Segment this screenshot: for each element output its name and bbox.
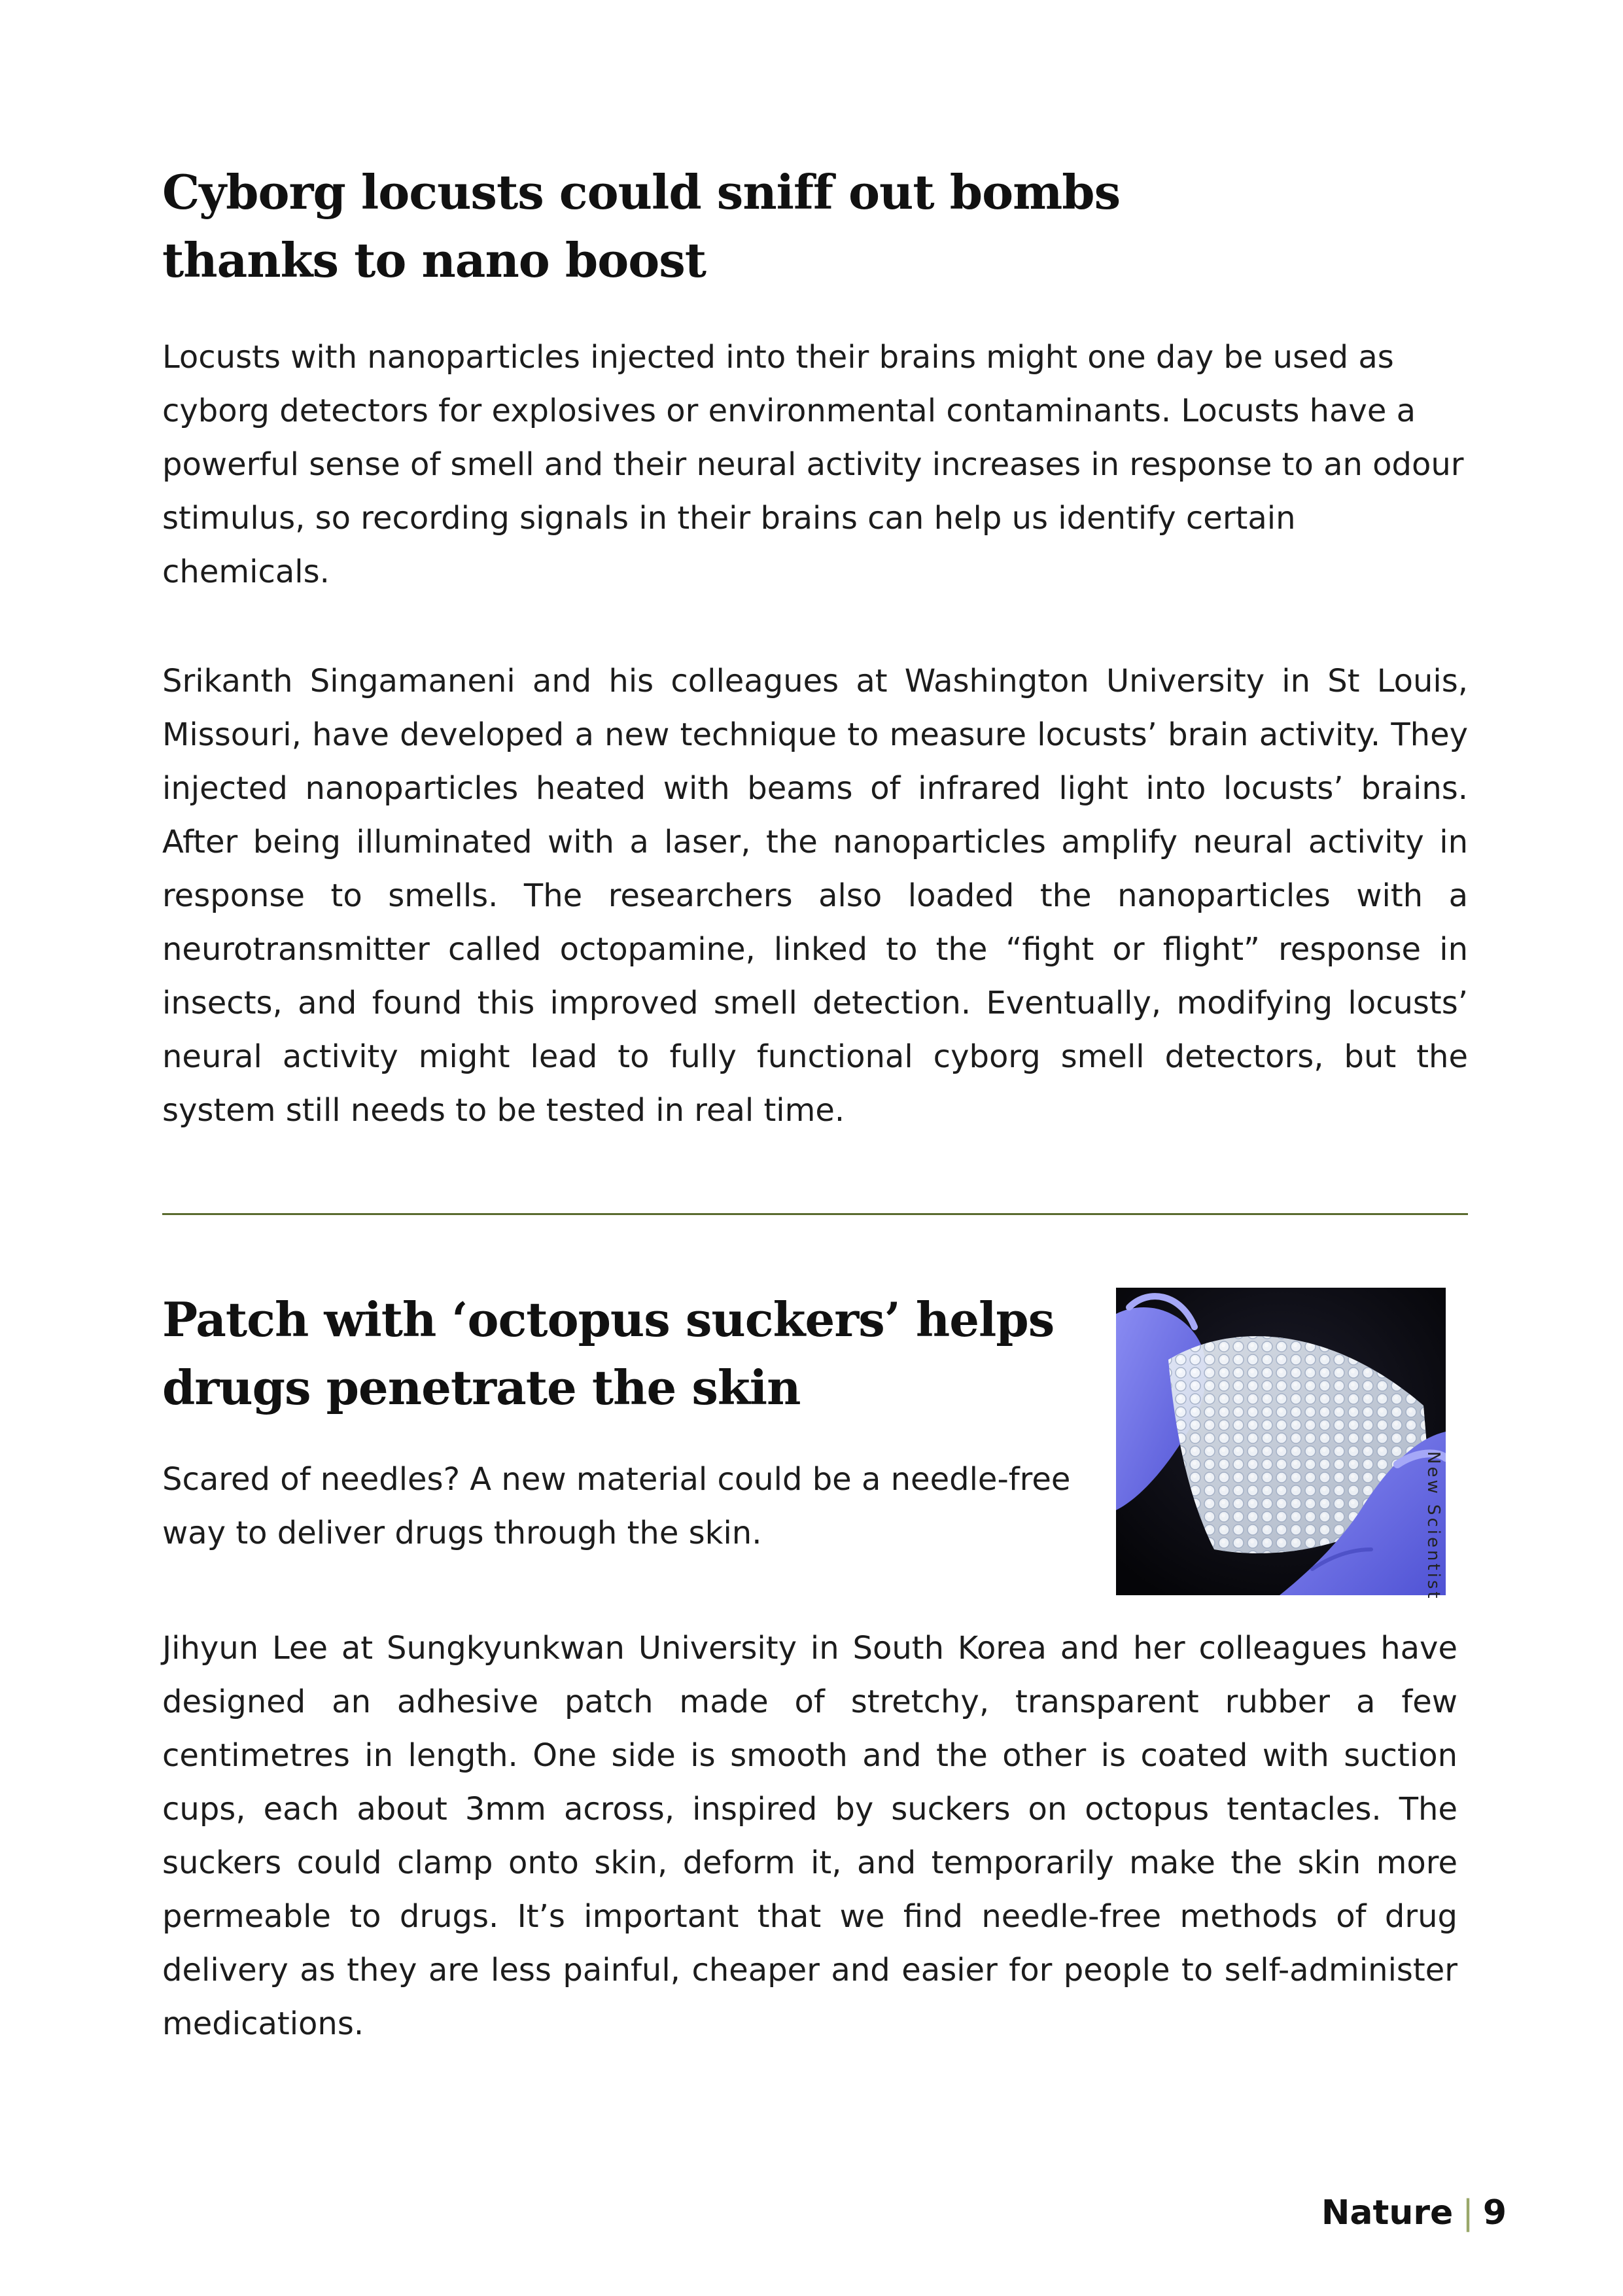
article-2-body: Jihyun Lee at Sungkyunkwan University in South Korea and her colleagues have designed an adhesive patch made of stretchy, transparent rubber a few centimetres in length. One side is smooth and the other is coated with suction cups, each about 3mm across, inspired by suckers on octopus tentacles. The suckers could clamp onto skin, deform it, and temporarily make the skin more permeable to drugs. It’s important that we find needle-free methods of drug delivery as they are less painful, cheaper and easier for people to self-administer medications. [162,1630,1457,2042]
page-footer [1321,2193,1507,2233]
article-1-headline: Cyborg locusts could sniff out bombs thanks to nano boost [162,164,1121,288]
photo-credit: New Scientist [1423,1451,1443,1601]
section-divider [162,1213,1468,1215]
article-1-body: Srikanth Singamaneni and his colleagues at Washington University in St Louis, Missouri, have developed a new technique to measure locusts’ brain activity. They injected nanoparticles heated with beams of infrared light into locusts’ brains. After being illuminated with a laser, the nanoparticles amplify neural activity in response to smells. The researchers also loaded the nanoparticles with a neurotransmitter called octopamine, linked to the “fight or flight” response in insects, and found this improved smell detection. Eventually, modifying locusts’ neural activity might lead to fully functional cyborg smell detectors, but the system still needs to be tested in real time. [162,663,1468,1129]
article-1-intro: Locusts with nanoparticles injected into their brains might one day be used as cyborg detectors for explosives or environmental contaminants. Locusts have a powerful sense of smell and their neural activity increases in response to an odour stimulus, so recording signals in their brains can help us identify certain chemicals. [162,339,1464,590]
article-2-intro: Scared of needles? A new material could be a needle-free way to deliver drugs through the skin. [162,1461,1071,1551]
article-2-headline: Patch with ‘octopus suckers’ helps drugs penetrate the skin [162,1292,1055,1415]
octopus-patch-photo [1116,1288,1446,1595]
footer-section-name: Nature [1321,2193,1454,2233]
footer-separator: | [1462,2193,1474,2233]
page-number: 9 [1482,2193,1507,2233]
